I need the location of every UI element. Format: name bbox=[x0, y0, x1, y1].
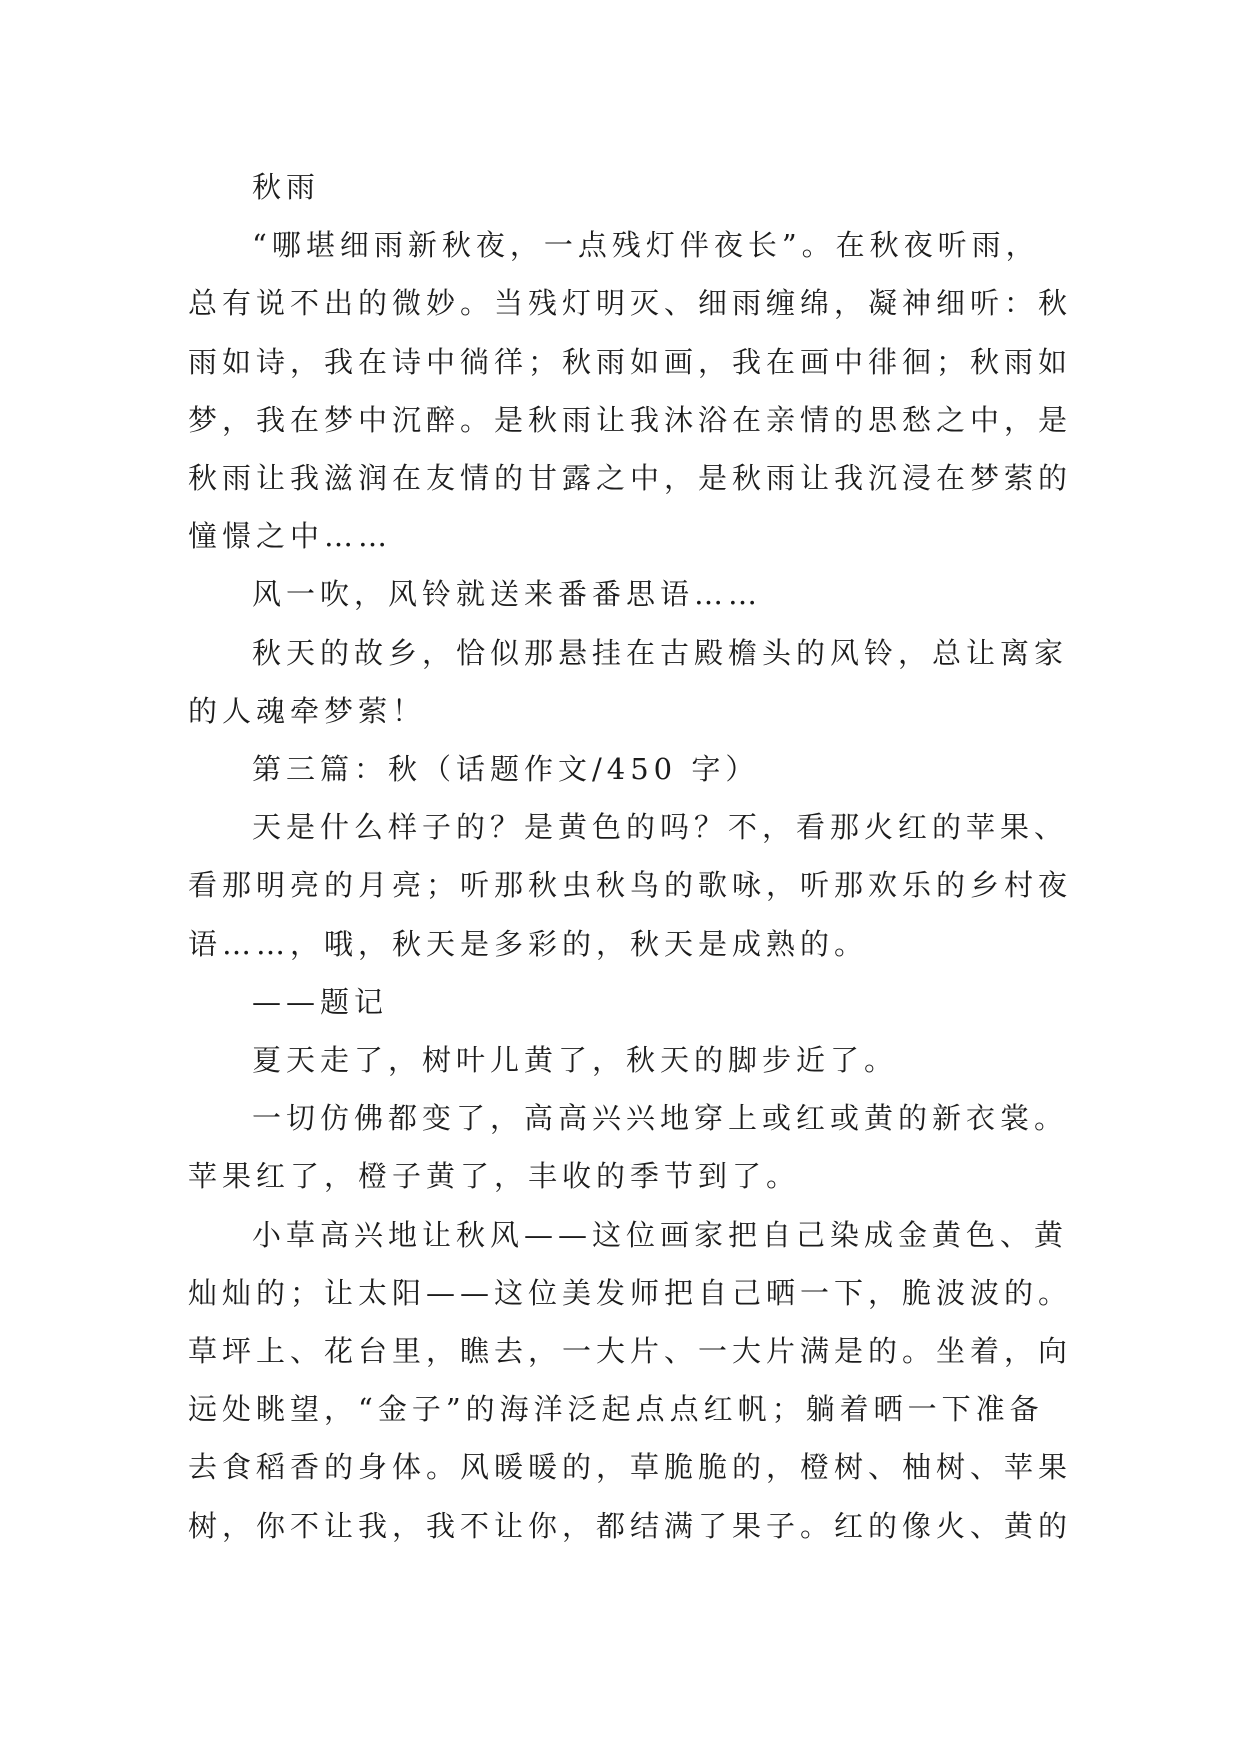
text-line: 风一吹，风铃就送来番番思语…… bbox=[252, 577, 763, 612]
text-line: 小草高兴地让秋风——这位画家把自己染成金黄色、黄 bbox=[252, 1217, 1069, 1252]
text-line: 灿灿的；让太阳——这位美发师把自己晒一下，脆波波的。 bbox=[188, 1275, 1073, 1310]
paragraph-wind-chime bbox=[188, 565, 1058, 623]
text-line: ——题记 bbox=[252, 984, 389, 1019]
text-line: 草坪上、花台里，瞧去，一大片、一大片满是的。坐着，向 bbox=[188, 1334, 1073, 1369]
paragraph-new-clothes bbox=[188, 1089, 1069, 1205]
paragraph-summer-gone bbox=[188, 1031, 1058, 1089]
text-line: 梦，我在梦中沉醉。是秋雨让我沐浴在亲情的思愁之中，是 bbox=[188, 402, 1073, 437]
paragraph-little-grass bbox=[188, 1206, 1073, 1555]
text-line: 憧憬之中…… bbox=[188, 519, 393, 554]
text-line: 秋雨让我滋润在友情的甘露之中，是秋雨让我沉浸在梦萦的 bbox=[188, 461, 1073, 496]
paragraph-autumn-rain-body bbox=[188, 216, 1073, 565]
text-line: 一切仿佛都变了，高高兴兴地穿上或红或黄的新衣裳。 bbox=[252, 1101, 1069, 1136]
paragraph-title-autumn-rain bbox=[188, 158, 1058, 216]
text-line: 总有说不出的微妙。当残灯明灭、细雨缠绵，凝神细听：秋 bbox=[188, 286, 1073, 321]
text-line: 雨如诗，我在诗中徜徉；秋雨如画，我在画中徘徊；秋雨如 bbox=[188, 344, 1073, 379]
text-line: 的人魂牵梦萦！ bbox=[188, 693, 427, 728]
text-line: 去食稻香的身体。风暖暖的，草脆脆的，橙树、柚树、苹果 bbox=[188, 1450, 1073, 1485]
paragraph-sky-colors bbox=[188, 798, 1073, 973]
text-line: 语……，哦，秋天是多彩的，秋天是成熟的。 bbox=[188, 926, 869, 961]
text-line: 秋雨 bbox=[252, 170, 321, 204]
text-line: 第三篇：秋（话题作文/450 字） bbox=[252, 752, 760, 787]
paragraph-epigraph-note bbox=[188, 973, 1058, 1031]
text-line: “哪堪细雨新秋夜，一点残灯伴夜长”。在秋夜听雨， bbox=[252, 228, 1040, 263]
text-line: 天是什么样子的？是黄色的吗？不，看那火红的苹果、 bbox=[252, 810, 1069, 845]
text-line: 远处眺望，“金子”的海洋泛起点点红帆；躺着晒一下准备 bbox=[188, 1392, 1044, 1427]
document-body bbox=[188, 158, 1073, 1555]
text-line: 秋天的故乡，恰似那悬挂在古殿檐头的风铃，总让离家 bbox=[252, 635, 1069, 670]
text-line: 树，你不让我，我不让你，都结满了果子。红的像火、黄的 bbox=[188, 1508, 1073, 1543]
paragraph-essay-three-heading bbox=[188, 740, 1058, 798]
text-line: 看那明亮的月亮；听那秋虫秋鸟的歌咏，听那欢乐的乡村夜 bbox=[188, 868, 1073, 903]
text-line: 夏天走了，树叶儿黄了，秋天的脚步近了。 bbox=[252, 1043, 899, 1078]
paragraph-hometown bbox=[188, 624, 1069, 740]
text-line: 苹果红了，橙子黄了，丰收的季节到了。 bbox=[188, 1159, 801, 1194]
